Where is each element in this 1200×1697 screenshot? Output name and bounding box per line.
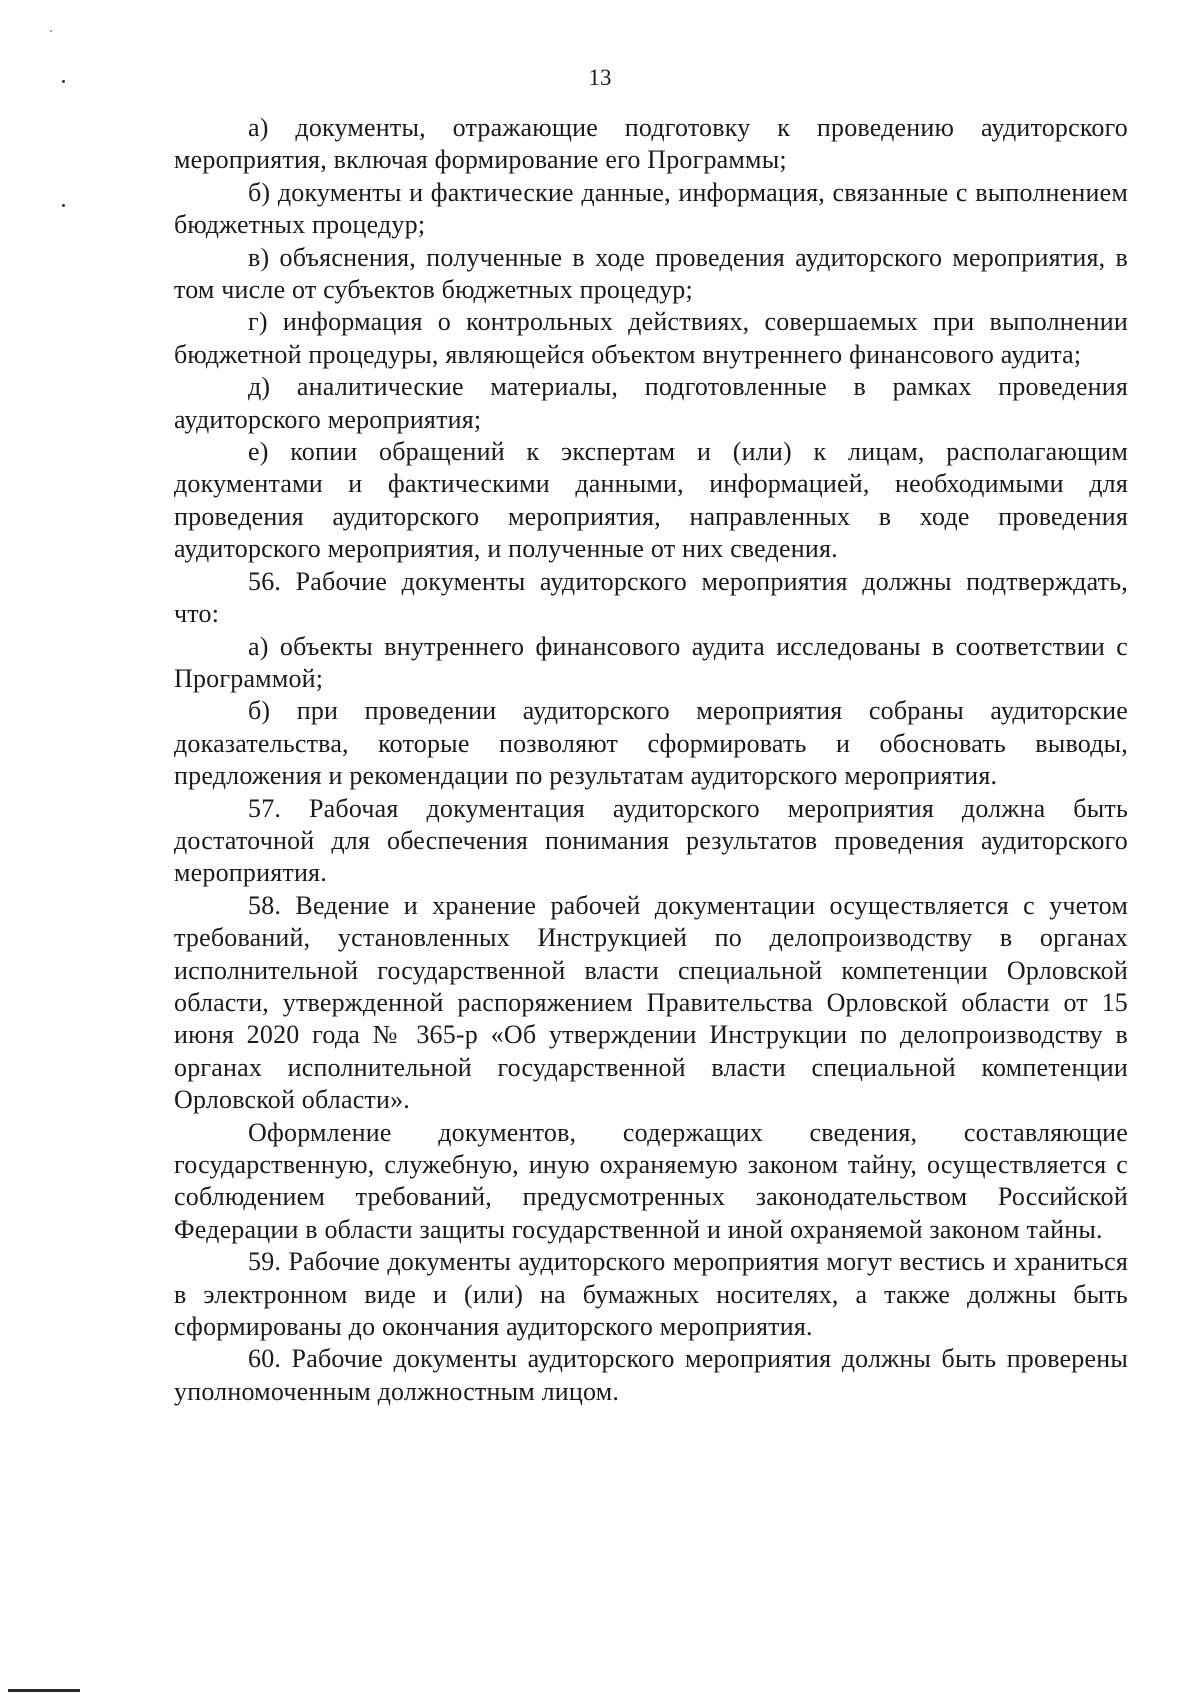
paragraph-clause-56-b: б) при проведении аудиторского мероприятия собраны аудиторские доказательства, которые позволяют сформировать и обосновать выводы, предложения и рекомендации по результатам аудиторского мероприятия. — [174, 696, 1128, 791]
paragraph-clause-57: 57. Рабочая документация аудиторского мероприятия должна быть достаточной для обеспечения понимания результатов проведения аудиторского мероприятия. — [174, 793, 1128, 888]
paragraph-clause-60: 60. Рабочие документы аудиторского мероприятия должны быть проверены уполномоченным должностным лицом. — [174, 1344, 1128, 1406]
scan-speck — [50, 30, 52, 32]
paragraph-clause-58: 58. Ведение и хранение рабочей документации осуществляется с учетом требований, установленных Инструкцией по делопроизводству в органах исполнительной государственной власти специальной компетенции Орловской области, утвержденной распоряжением Правительства Орловской области от 15 июня 2020 года № 365-р «Об утверждении Инструкции по делопроизводству в органах исполнительной государственной власти специальной компетенции Орловской области». — [174, 890, 1128, 1115]
scan-speck — [62, 204, 65, 207]
page-number: 13 — [588, 65, 612, 90]
paragraph-item-e-expert-requests: е) копии обращений к экспертам и (или) к лицам, располагающим документами и фактическими данными, информацией, необходимыми для проведения аудиторского мероприятия, направленных в ходе проведения аудиторского мероприятия, и полученные от них сведения. — [174, 437, 1128, 564]
scan-edge-mark — [8, 1689, 80, 1692]
paragraph-clause-59: 59. Рабочие документы аудиторского мероприятия могут вестись и храниться в электронном виде и (или) на бумажных носителях, а также должны быть сформированы до окончания аудиторского мероприятия. — [174, 1247, 1128, 1342]
document-body — [174, 112, 1128, 1408]
paragraph-item-d-analytics: д) аналитические материалы, подготовленные в рамках проведения аудиторского мероприятия; — [174, 372, 1128, 434]
paragraph-secrecy: Оформление документов, содержащих сведения, составляющие государственную, служебную, иную охраняемую законом тайну, осуществляется с соблюдением требований, предусмотренных законодательством Российской Федерации в области защиты государственной и иной охраняемой законом тайны. — [174, 1117, 1128, 1244]
paragraph-item-b-budget-data: б) документы и фактические данные, информация, связанные с выполнением бюджетных процедур; — [174, 177, 1128, 240]
paragraph-clause-56-a: а) объекты внутреннего финансового аудита исследованы в соответствии с Программой; — [174, 631, 1128, 693]
paragraph-clause-56: 56. Рабочие документы аудиторского мероприятия должны подтверждать, что: — [174, 566, 1128, 629]
paragraph-item-g-control-actions: г) информация о контрольных действиях, совершаемых при выполнении бюджетной процедуры, являющейся объектом внутреннего финансового аудита; — [174, 307, 1128, 369]
paragraph-item-a-planning-docs: а) документы, отражающие подготовку к проведению аудиторского мероприятия, включая формирование его Программы; — [174, 113, 1128, 175]
paragraph-item-v-explanations: в) объяснения, полученные в ходе проведения аудиторского мероприятия, в том числе от субъектов бюджетных процедур; — [174, 242, 1128, 305]
